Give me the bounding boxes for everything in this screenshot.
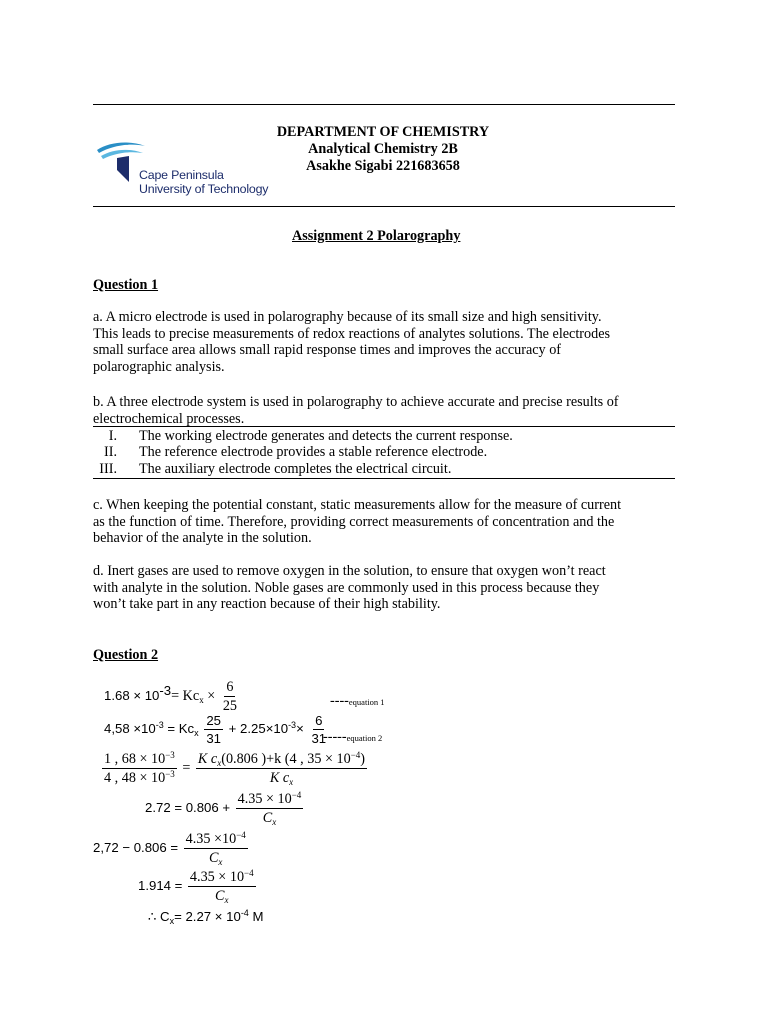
answer-1a	[93, 309, 675, 375]
assignment-title: Assignment 2 Polarography	[292, 228, 461, 244]
equation-2: $4,58 \times 10^{-3} = Kc_x$ $\frac{25}{31}$ + $2.25\times 10^{-3}\times$ $\frac{6}{31}$	[104, 713, 327, 747]
list-bottom-rule	[93, 478, 675, 479]
header-top-rule	[93, 104, 675, 105]
answer-1c-line: behavior of the analyte in the solution.	[93, 530, 312, 547]
answer-1b	[93, 394, 675, 427]
student-name: Asakhe Sigabi 221683658	[306, 158, 460, 174]
answer-1d-line: d. Inert gases are used to remove oxygen in the solution, to ensure that oxygen won’t react	[93, 563, 606, 579]
answer-1a-line: a. A micro electrode is used in polarography because of its small size and high sensitivity.	[93, 309, 602, 325]
result-line: ∴ $C_x= 2.27 \times 10^{-4}$ M	[148, 908, 264, 926]
header-bottom-rule	[93, 206, 675, 207]
equation-1: $1.68 \times 10^{-3}= Kc_x$ × $\frac{6}{25}$	[104, 679, 237, 715]
list-number: II.	[104, 444, 117, 460]
list-text: The working electrode generates and detects the current response.	[139, 428, 513, 444]
list-item	[93, 428, 675, 445]
answer-1d-line: won’t take part in any reaction because of their high stability.	[93, 596, 441, 613]
list-number: I.	[108, 428, 117, 444]
answer-1d	[93, 563, 675, 613]
fraction: $\frac{4.35 \times 10^{-4}}{C_x}$	[189, 868, 254, 906]
answer-1b-line: b. A three electrode system is used in polarography to achieve accurate and precise results of	[93, 394, 619, 410]
list-top-rule	[93, 426, 675, 427]
fraction: $\frac{6}{31}$	[311, 713, 327, 747]
equation-5: 2,72 − 0.806 = $\frac{4.35 \times 10^{-4}}{C_x}$	[93, 830, 246, 868]
answer-1a-line: This leads to precise measurements of redox reactions of analytes solutions. The electrodes	[93, 325, 611, 342]
fraction: $\frac{4.35 \times 10^{-4}}{C_x}$	[185, 830, 246, 868]
fraction: $\frac{1 , 68 \times 10^{-3}}{4 , 48 \times 10^{-3}}$	[104, 750, 175, 787]
logo-line-2: University of Technology	[139, 182, 269, 196]
equation-1-tag: ----equation 1	[330, 693, 385, 709]
fraction: $\frac{25}{31}$	[206, 713, 221, 747]
list-number: III.	[99, 461, 117, 477]
answer-1a-line: polarographic analysis.	[93, 358, 225, 375]
answer-1d-line: with analyte in the solution. Noble gases are commonly used in this process because they	[93, 579, 600, 596]
equation-4: 2.72 = 0.806 + $\frac{4.35 \times 10^{-4}}{C_x}$	[145, 790, 302, 828]
question-1-heading: Question 1	[93, 277, 159, 293]
list-text: The reference electrode provides a stable reference electrode.	[139, 444, 488, 460]
answer-1c-line: c. When keeping the potential constant, static measurements allow for the measure of current	[93, 497, 622, 513]
answer-1c	[93, 497, 675, 547]
list-text: The auxiliary electrode completes the electrical circuit.	[139, 461, 452, 477]
list-item	[93, 444, 675, 461]
question-2-heading: Question 2	[93, 647, 159, 663]
course-name: Analytical Chemistry 2B	[308, 141, 458, 157]
answer-1b-line: electrochemical processes.	[93, 410, 245, 427]
fraction: $\frac{4.35 \times 10^{-4}}{C_x}$	[237, 790, 302, 828]
equation-3: $\frac{1 , 68 \times 10^{-3}}{4 , 48 \times 10^{-3}}$ = $\frac{K c_x(0.806 )+k (4 , 35 \times 10^{-4})}{K c_x}$	[104, 750, 366, 788]
answer-1c-line: as the function of time. Therefore, providing correct measurements of concentration and the	[93, 513, 615, 530]
fraction: $\frac{6}{25}$	[222, 679, 237, 715]
equation-6: 1.914 = $\frac{4.35 \times 10^{-4}}{C_x}$	[138, 868, 254, 906]
equation-2-tag: -----equation 2	[323, 729, 383, 745]
department-name: DEPARTMENT OF CHEMISTRY	[276, 124, 490, 140]
answer-1a-line: small surface area allows small rapid response times and improves the accuracy of	[93, 342, 562, 359]
logo-line-1: Cape Peninsula	[139, 168, 224, 182]
list-item	[93, 461, 675, 478]
fraction: $\frac{K c_x(0.806 )+k (4 , 35 \times 10^{-4})}{K c_x}$	[197, 750, 366, 788]
